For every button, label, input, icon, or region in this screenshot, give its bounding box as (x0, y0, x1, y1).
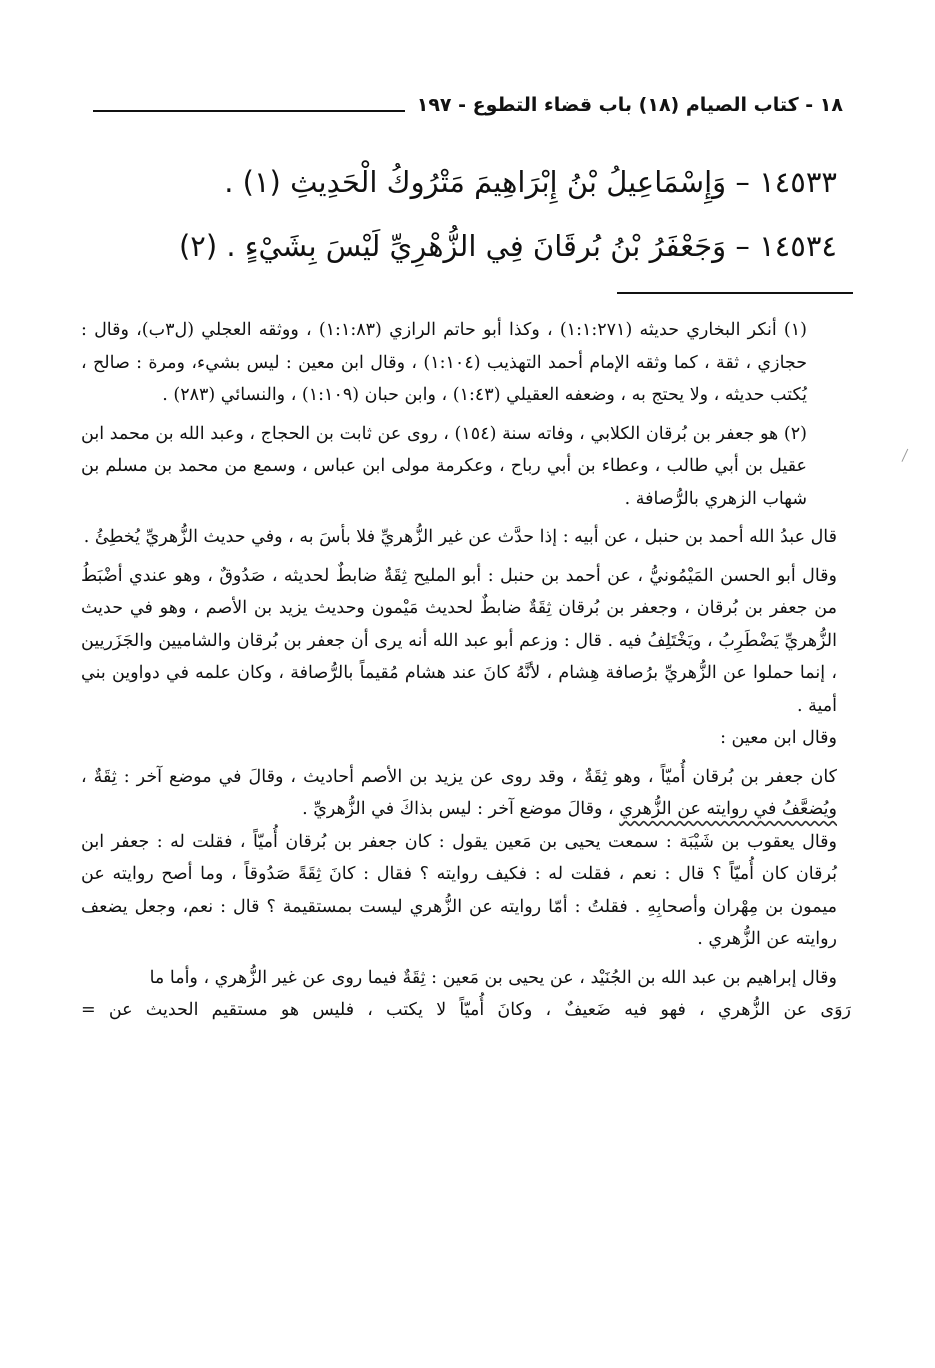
entry-14534: ١٤٥٣٤ – وَجَعْفَرُ بْنُ بُرقَانَ فِي الزُّهْرِيِّ لَيْسَ بِشَيْءٍ . (٢) (178, 229, 837, 263)
footnote-2: (٢) هو جعفر بن بُرقان الكلابي ، وفاته سنة (١٥٤) ، روى عن ثابت بن الحجاج ، وعبد الله بن محمد ابن عقيل بن أبي طالب ، وعطاء بن أبي رباح ، وعكرمة مولى ابن عباس ، وسمع من محمد بن مسلم بن شهاب الزهري بالرُّصافة . (81, 423, 807, 509)
footnotes (81, 314, 851, 1027)
paragraph-yaqub: وقال يعقوب بن شَيْبَة : سمعت يحيى بن مَعين يقول : كان جعفر بن بُرقان أُميّاً ، فقلت له : جعفر ابن بُرقان كان أُميّاً ؟ قال : نعم ، فقلت له : فكيف روايته ؟ فقال : كانَ ثِقَةً صَدُوقاً ، وما أصح روايته عن ميمون بن مِهْران وأصحابِهِ . فقلتُ : أمّا روايته عن الزُّهري ليست بمستقيمة ؟ قال : نعم، وجعل يضعف روايته عن الزُّهري . (81, 831, 837, 949)
header-rule (93, 110, 405, 112)
paragraph-ahmad: قال عبدُ الله أحمد بن حنبل ، عن أبيه : إذا حدَّث عن غير الزُّهريِّ فلا بأسَ به ، وفي حديث الزُّهريِّ يُخطِئُ . (83, 527, 837, 547)
paragraph-junayd-line-2: رَوَى عن الزُّهري ، فهو فيه ضَعيفٌ ، وكانَ أُميّاً لا يكتب ، فليس هو مستقيم الحديث عن = (81, 1000, 851, 1020)
paragraph-maymuni: وقال أبو الحسن المَيْمُونيُّ ، عن أحمد بن حنبل : أبو المليح ثِقَةٌ ضابطٌ لحديثه ، صَدُوقٌ ، وهو عندي أضْبَطُ من جعفر بن بُرقان ، وجعفر بن بُرقان ثِقَةٌ ضابطٌ لحديث مَيْمون وحديث يزيد بن الأصم ، وهو في حديث الزُّهريِّ يَضْطَرِبُ ، ويَخْتَلِفُ فيه . قال : وزعم أبو عبد الله أنه يرى أن جعفر بن بُرقان والشاميين والجَزَريين ، إنما حملوا عن الزُّهريِّ برُصافة هِشام ، لأنَّهُ كانَ عند هشام مُقيماً بالرُّصافة ، وكان علمه في دواوين بني أمية . (81, 565, 837, 716)
ibn-main-text-a: كان جعفر بن بُرقان أُميّاً ، وهو ثِقَةٌ ، وقد روى عن يزيد بن الأصم أحاديث ، وقالَ في موضع آخر : ثِقَةٌ ، (81, 766, 837, 787)
entry-14533: ١٤٥٣٣ – وَإِسْمَاعِيلُ بْنُ إِبْرَاهِيمَ مَتْرُوكُ الْحَدِيثِ (١) . (224, 165, 837, 199)
paragraph-ibn-main (81, 761, 851, 826)
footnote-1: (١) أنكر البخاري حديثه (١:١:٢٧١) ، وكذا أبو حاتم الرازي (١:١:٨٣) ، ووثقه العجلي (ل٣ب)، وقال : حجازي ، ثقة ، كما وثقه الإمام أحمد التهذيب (١:١٠٤) ، وقال ابن معين : ليس بشيء، ومرة : صالح ، يُكتب حديثه ، ولا يحتج به ، وضعفه العقيلي (١:٤٣) ، وابن حبان (١:١٠٩) ، والنسائي (٢٨٣) . (81, 320, 808, 405)
ibn-main-text-b: ، وقالَ موضع آخر : ليس بذاكَ في الزُّهريِّ . (302, 799, 620, 819)
margin-mark (901, 449, 915, 465)
page-header (93, 88, 843, 118)
paragraph-ibn-main-intro: وقال ابن معين : (720, 728, 837, 748)
footnote-separator (617, 292, 853, 294)
paragraph-junayd-line-1: وقال إبراهيم بن عبد الله بن الجُنَيْد ، عن يحيى بن مَعين : ثِقَةٌ فيما روى عن غير الزُّهري ، وأما ما (149, 967, 837, 988)
running-title: ١٨ - كتاب الصيام (١٨) باب قضاء التطوع - ١٩٧ (416, 94, 843, 116)
underlined-phrase: ويُضعَّفُ في روايته عن الزُّهري (619, 799, 837, 819)
entries-list (97, 150, 837, 278)
